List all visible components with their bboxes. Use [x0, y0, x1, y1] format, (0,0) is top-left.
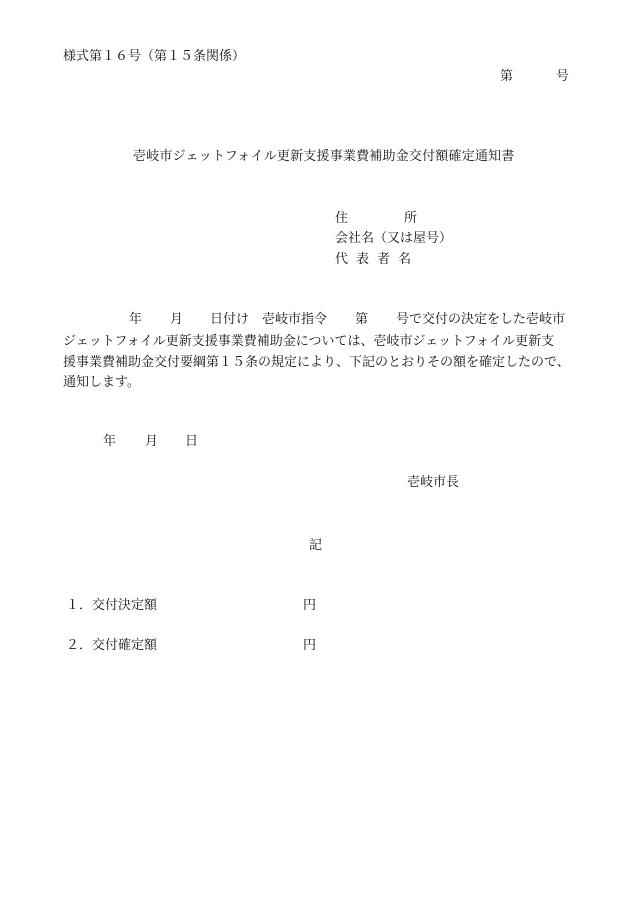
body-gatsu: 月 [170, 312, 184, 327]
representative-char: 名 [398, 252, 412, 267]
document-title: 壱岐市ジェットフォイル更新支援事業費補助金交付額確定通知書 [133, 149, 515, 164]
body-nen: 年 [129, 312, 143, 327]
document-number-prefix: 第 [500, 69, 514, 84]
issue-date-month: 月 [145, 434, 159, 449]
body-line-3: 援事業費補助金交付要綱第１５条の規定により、下記のとおりその額を確定したので、 [63, 355, 570, 370]
representative-label [335, 251, 419, 269]
issue-date-day: 日 [185, 434, 199, 449]
representative-char: 者 [377, 252, 391, 267]
document-number-suffix: 号 [556, 69, 570, 84]
body-shishirei: 壱岐市指令 [262, 312, 328, 327]
address-label-1: 住 [335, 211, 349, 226]
item-unit: 円 [303, 638, 317, 653]
issuer-name: 壱岐市長 [407, 475, 460, 490]
company-name-label: 会社名（又は屋号） [335, 231, 453, 246]
ki-heading: 記 [309, 538, 323, 553]
representative-char: 代 [335, 252, 349, 267]
body-line-2: ジェットフォイル更新支援事業費補助金については、壱岐市ジェットフォイル更新支 [63, 334, 555, 349]
issue-date-year: 年 [103, 434, 117, 449]
item-unit: 円 [303, 598, 317, 613]
body-line1-rest: 号で交付の決定をした壱岐市 [396, 312, 566, 327]
item-label: ２．交付確定額 [66, 638, 158, 653]
body-line-4: 通知します。 [63, 375, 140, 390]
body-dai: 第 [355, 312, 369, 327]
body-hizuke: 日付け [210, 312, 250, 327]
form-number: 様式第１６号（第１５条関係） [63, 49, 246, 64]
address-label-2: 所 [404, 211, 418, 226]
representative-char: 表 [356, 252, 370, 267]
item-label: １．交付決定額 [66, 598, 158, 613]
